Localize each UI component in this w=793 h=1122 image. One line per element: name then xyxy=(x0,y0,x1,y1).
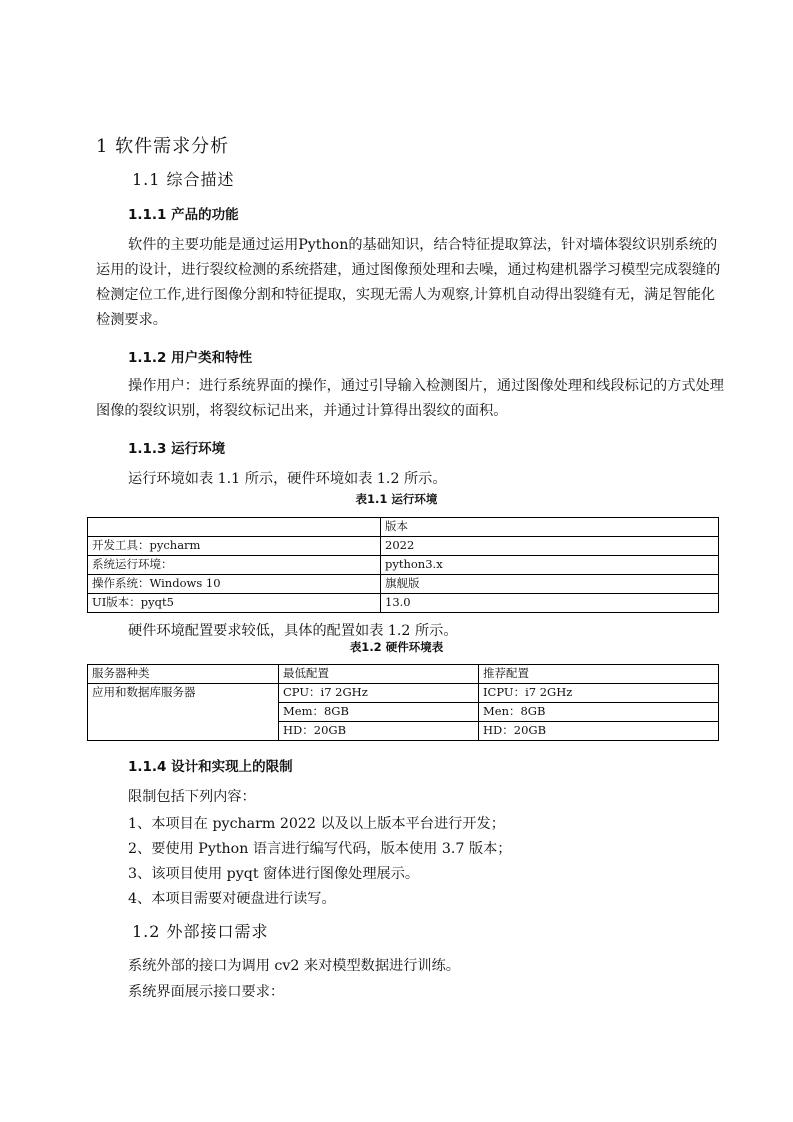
table-cell: 系统运行环境： xyxy=(88,556,381,575)
section-heading-1-1: 1.1 综合描述 xyxy=(132,170,235,189)
table-cell: 旗舰版 xyxy=(381,575,719,594)
paragraph-interface-2: 系统界面展示接口要求： xyxy=(128,984,285,1000)
list-item-limit-4: 4、本项目需要对硬盘进行读写。 xyxy=(128,891,336,907)
table-header-cell: 推荐配置 xyxy=(479,665,719,684)
table-row xyxy=(88,556,719,575)
section-heading-1-2: 1.2 外部接口需求 xyxy=(132,922,269,941)
paragraph-functions-text: 软件的主要功能是通过运用Python的基础知识，结合特征提取算法，针对墙体裂纹识别系统的运用的设计，进行裂纹检测的系统搭建，通过图像预处理和去噪，通过构建机器学习模型完成裂缝的检测定位工作,进行图像分割和特征提取，实现无需人为观察,计算机自动得出裂缝有无，满足智能化检测要求。 xyxy=(96,237,721,328)
table-hardware-env xyxy=(87,664,719,741)
section-heading-1-1-1: 1.1.1 产品的功能 xyxy=(128,207,239,223)
table-row xyxy=(88,594,719,613)
table-cell: 操作系统：Windows 10 xyxy=(88,575,381,594)
paragraph-functions xyxy=(96,233,724,333)
section-heading-1-1-3: 1.1.3 运行环境 xyxy=(128,441,226,457)
table-cell: 版本 xyxy=(381,518,719,537)
section-heading-1-1-4: 1.1.4 设计和实现上的限制 xyxy=(128,759,293,775)
section-heading-1-1-2: 1.1.2 用户类和特性 xyxy=(128,350,253,366)
list-item-limit-2: 2、要使用 Python 语言进行编写代码，版本使用 3.7 版本； xyxy=(128,841,512,857)
table-cell: CPU：i7 2GHz xyxy=(279,684,479,703)
table-cell: 应用和数据库服务器 xyxy=(88,684,279,741)
table-row xyxy=(88,684,719,703)
table-cell: 2022 xyxy=(381,537,719,556)
table-cell: python3.x xyxy=(381,556,719,575)
table-cell: HD：20GB xyxy=(279,722,479,741)
table-cell: Men：8GB xyxy=(479,703,719,722)
table-cell: HD：20GB xyxy=(479,722,719,741)
table-runtime-env xyxy=(87,517,719,613)
table-row xyxy=(88,665,719,684)
paragraph-interface-1: 系统外部的接口为调用 cv2 来对模型数据进行训练。 xyxy=(128,958,460,974)
table-row xyxy=(88,518,719,537)
table-header-cell: 最低配置 xyxy=(279,665,479,684)
table-header-cell: 服务器种类 xyxy=(88,665,279,684)
list-item-limit-3: 3、该项目使用 pyqt 窗体进行图像处理展示。 xyxy=(128,866,420,882)
paragraph-users xyxy=(96,374,724,424)
table1-caption: 表1.1 运行环境 xyxy=(355,492,438,506)
section-heading-1: 1 软件需求分析 xyxy=(96,136,230,157)
paragraph-hw-intro: 硬件环境配置要求较低，具体的配置如表 1.2 所示。 xyxy=(128,623,458,639)
table-row xyxy=(88,575,719,594)
table2-caption: 表1.2 硬件环境表 xyxy=(349,640,444,654)
table-cell xyxy=(88,518,381,537)
table-cell: Mem：8GB xyxy=(279,703,479,722)
list-item-limit-1: 1、本项目在 pycharm 2022 以及以上版本平台进行开发； xyxy=(128,816,505,832)
paragraph-env-intro: 运行环境如表 1.1 所示，硬件环境如表 1.2 所示。 xyxy=(128,471,447,487)
table-cell: 开发工具：pycharm xyxy=(88,537,381,556)
table-cell: ICPU：i7 2GHz xyxy=(479,684,719,703)
paragraph-users-text: 操作用户：进行系统界面的操作，通过引导输入检测图片，通过图像处理和线段标记的方式处理图像的裂纹识别，将裂纹标记出来，并通过计算得出裂纹的面积。 xyxy=(96,378,724,419)
table-cell: UI版本：pyqt5 xyxy=(88,594,381,613)
table-cell: 13.0 xyxy=(381,594,719,613)
table-row xyxy=(88,537,719,556)
paragraph-limits-intro: 限制包括下列内容： xyxy=(128,789,256,805)
